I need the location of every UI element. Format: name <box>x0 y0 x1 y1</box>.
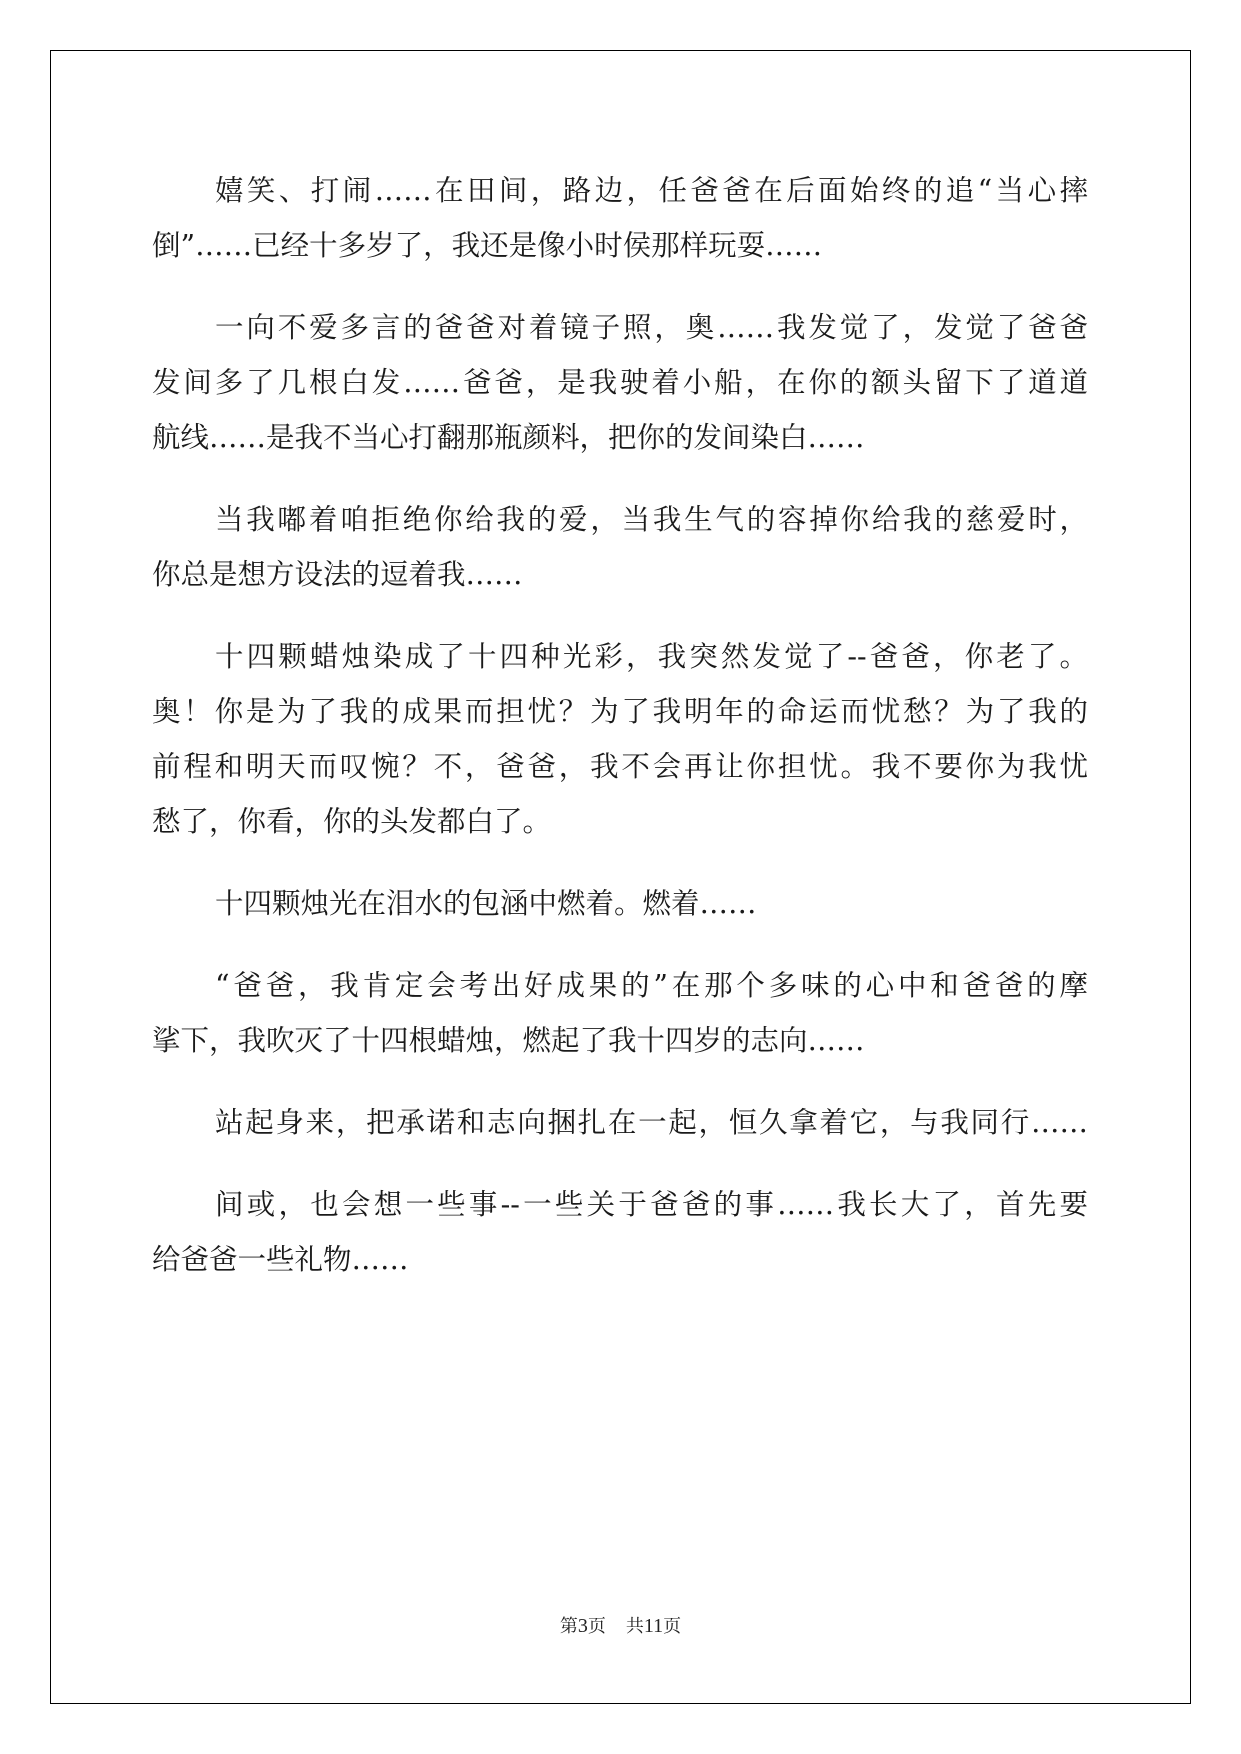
text-line: 给爸爸一些礼物…… <box>152 1243 409 1276</box>
text-line: 愁了，你看，你的头发都白了。 <box>152 805 552 838</box>
total-suffix: 页 <box>663 1616 682 1636</box>
paragraph <box>152 876 1088 931</box>
text-line: 发间多了几根白发……爸爸，是我驶着小船，在你的额头留下了道道 <box>152 366 1088 399</box>
text-line: “爸爸，我肯定会考出好成果的”在那个多味的心中和爸爸的摩 <box>215 969 1088 1002</box>
text-line: 奥！你是为了我的成果而担忧？为了我明年的命运而忧愁？为了我的 <box>152 695 1088 728</box>
text-line: 间或，也会想一些事--一些关于爸爸的事……我长大了，首先要 <box>215 1188 1088 1221</box>
text-line: 航线……是我不当心打翻那瓶颜料，把你的发间染白…… <box>152 421 865 454</box>
text-line: 当我嘟着咱拒绝你给我的爱，当我生气的容掉你给我的慈爱时， <box>215 503 1088 536</box>
page-suffix: 页 <box>587 1616 606 1636</box>
text-line: 倒”……已经十多岁了，我还是像小时侯那样玩耍…… <box>152 229 823 262</box>
text-line: 嬉笑、打闹……在田间，路边，任爸爸在后面始终的追“当心摔 <box>215 174 1088 207</box>
paragraph <box>152 163 1088 273</box>
text-line: 前程和明天而叹惋？不，爸爸，我不会再让你担忧。我不要你为我忧 <box>152 750 1088 783</box>
paragraph <box>152 492 1088 602</box>
page-prefix: 第 <box>559 1616 578 1636</box>
paragraph <box>152 1095 1088 1150</box>
total-prefix: 共 <box>625 1616 644 1636</box>
paragraph <box>152 958 1088 1068</box>
text-line: 一向不爱多言的爸爸对着镜子照，奥……我发觉了，发觉了爸爸 <box>215 311 1088 344</box>
document-body <box>152 163 1088 1287</box>
text-line: 挲下，我吹灭了十四根蜡烛，燃起了我十四岁的志向…… <box>152 1024 865 1057</box>
page-footer <box>0 1612 1241 1638</box>
paragraph <box>152 300 1088 465</box>
page-number: 3 <box>577 1615 588 1637</box>
total-pages: 11 <box>643 1615 664 1637</box>
text-line: 你总是想方设法的逗着我…… <box>152 558 523 591</box>
paragraph <box>152 629 1088 849</box>
text-line: 站起身来，把承诺和志向捆扎在一起，恒久拿着它，与我同行…… <box>215 1106 1088 1139</box>
text-line: 十四颗蜡烛染成了十四种光彩，我突然发觉了--爸爸，你老了。 <box>215 640 1088 673</box>
text-line: 十四颗烛光在泪水的包涵中燃着。燃着…… <box>215 887 757 920</box>
paragraph <box>152 1177 1088 1287</box>
